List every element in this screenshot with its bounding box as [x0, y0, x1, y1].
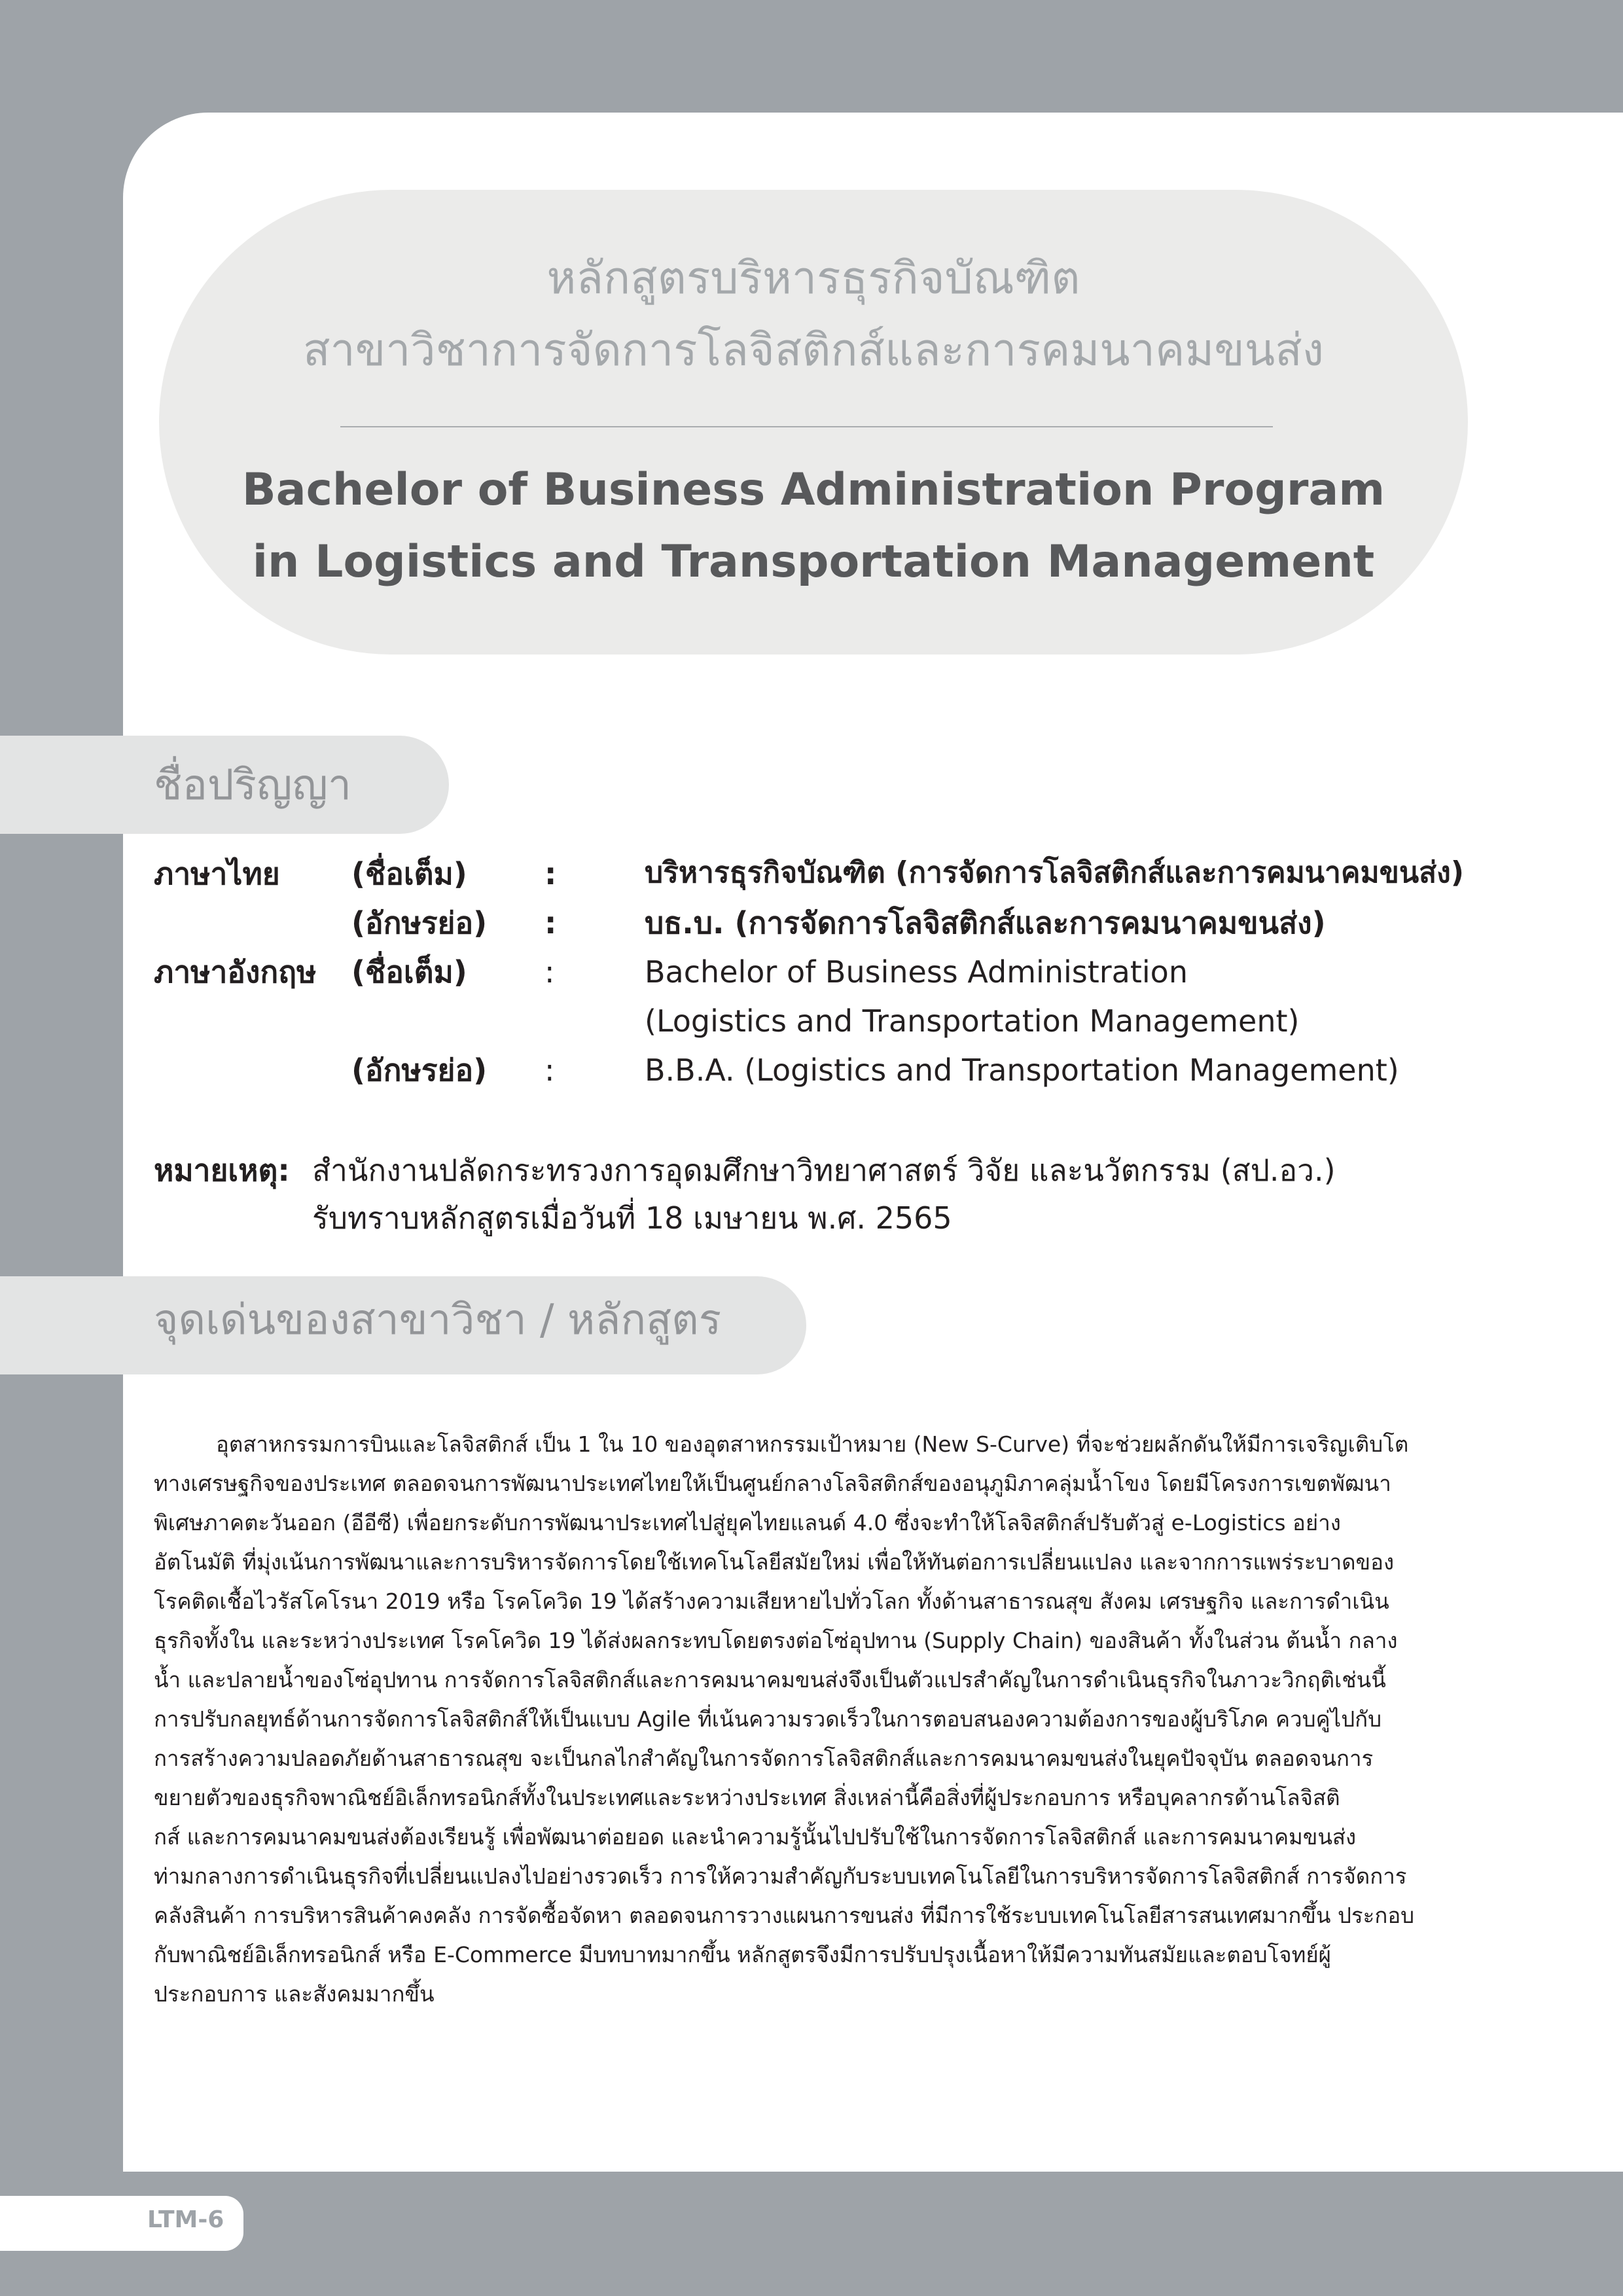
paragraph-line: โรคติดเชื้อไวรัสโคโรนา 2019 หรือ โรคโควิด 19 ได้สร้างความเสียหายไปทั่วโลก ทั้งด้านสาธารณสุข สังคม เศรษฐกิจ และการดำเนิน: [154, 1588, 1389, 1614]
degree-value: (Logistics and Transportation Management): [645, 1003, 1300, 1039]
degree-value: Bachelor of Business Administration: [645, 954, 1188, 990]
paragraph-line: อุตสาหกรรมการบินและโลจิสติกส์ เป็น 1 ใน 10 ของอุตสาหกรรมเป้าหมาย (New S-Curve) ที่จะช่วยผลักดันให้มีการเจริญเติบโต: [216, 1431, 1409, 1457]
paragraph-line: การปรับกลยุทธ์ด้านการจัดการโลจิสติกส์ให้เป็นแบบ Agile ที่เน้นความรวดเร็วในการตอบสนองความต้องการของผู้บริโภค ควบคู่ไปกับ: [154, 1706, 1382, 1732]
thai-program-title-line-2: สาขาวิชาการจัดการโลจิสติกส์และการคมนาคมขนส่ง: [303, 325, 1324, 376]
degree-kind: (อักษรย่อ): [351, 1052, 488, 1088]
paragraph-line: คลังสินค้า การบริหารสินค้าคงคลัง การจัดซื้อจัดหา ตลอดจนการวางแผนการขนส่ง ที่มีการใช้ระบบเทคโนโลยีสารสนเทศมากขึ้น ประกอบ: [154, 1903, 1415, 1928]
paragraph-line: ทางเศรษฐกิจของประเทศ ตลอดจนการพัฒนาประเทศไทยให้เป็นศูนย์กลางโลจิสติกส์ของอนุภูมิภาคลุ่มน้ำโขง โดยมีโครงการเขตพัฒนา: [154, 1471, 1391, 1496]
note-line: รับทราบหลักสูตรเมื่อวันที่ 18 เมษายน พ.ศ. 2565: [312, 1200, 952, 1236]
thai-program-title-line-1: หลักสูตรบริหารธุรกิจบัณฑิต: [546, 253, 1080, 304]
title-divider: [340, 426, 1273, 427]
degree-colon: :: [544, 856, 557, 891]
english-program-title-line-1: Bachelor of Business Administration Program: [241, 464, 1385, 516]
degree-kind: (ชื่อเต็ม): [351, 954, 467, 990]
paragraph-line: อัตโนมัติ ที่มุ่งเน้นการพัฒนาและการบริหารจัดการโดยใช้เทคโนโลยีสมัยใหม่ เพื่อให้ทันต่อการเปลี่ยนแปลง และจากการแพร่ระบาดของ: [154, 1549, 1395, 1575]
note-line: สำนักงานปลัดกระทรวงการอุดมศึกษาวิทยาศาสตร์ วิจัย และนวัตกรรม (สป.อว.): [312, 1153, 1336, 1188]
degree-heading: ชื่อปริญญา: [154, 761, 351, 810]
paragraph-line: การสร้างความปลอดภัยด้านสาธารณสุข จะเป็นกลไกสำคัญในการจัดการโลจิสติกส์และการคมนาคมขนส่งในยุคปัจจุบัน ตลอดจนการ: [154, 1746, 1374, 1771]
note-label: หมายเหตุ:: [154, 1153, 290, 1188]
paragraph-line: กับพาณิชย์อิเล็กทรอนิกส์ หรือ E-Commerce มีบทบาทมากขึ้น หลักสูตรจึงมีการปรับปรุงเนื้อหาให้มีความทันสมัยและตอบโจทย์ผู้: [154, 1942, 1332, 1967]
english-program-title-line-2: in Logistics and Transportation Management: [252, 536, 1375, 588]
degree-colon: :: [544, 1052, 555, 1088]
degree-value: B.B.A. (Logistics and Transportation Management): [645, 1052, 1399, 1088]
highlights-heading: จุดเด่นของสาขาวิชา / หลักสูตร: [154, 1296, 722, 1344]
degree-value: บริหารธุรกิจบัณฑิต (การจัดการโลจิสติกส์และการคมนาคมขนส่ง): [645, 856, 1464, 889]
paragraph-line: กส์ และการคมนาคมขนส่งต้องเรียนรู้ เพื่อพัฒนาต่อยอด และนำความรู้นั้นไปปรับใช้ในการจัดการโลจิสติกส์ และการคมนาคมขนส่ง: [154, 1824, 1357, 1850]
degree-value: บธ.บ. (การจัดการโลจิสติกส์และการคมนาคมขนส่ง): [645, 905, 1326, 941]
degree-kind: (ชื่อเต็ม): [351, 856, 467, 891]
degree-lang-thai: ภาษาไทย: [154, 856, 280, 891]
paragraph-line: พิเศษภาคตะวันออก (อีอีซี) เพื่อยกระดับการพัฒนาประเทศไปสู่ยุคไทยแลนด์ 4.0 ซึ่งจะทำให้โลจิสติกส์ปรับตัวสู่ e-Logistics อย่าง: [154, 1510, 1341, 1535]
paragraph-line: ประกอบการ และสังคมมากขึ้น: [154, 1981, 435, 2007]
paragraph-line: ท่ามกลางการดำเนินธุรกิจที่เปลี่ยนแปลงไปอย่างรวดเร็ว การให้ความสำคัญกับระบบเทคโนโลยีในการบริหารจัดการโลจิสติกส์ การจัดการ: [154, 1863, 1407, 1889]
degree-lang-english: ภาษาอังกฤษ: [154, 954, 317, 990]
paragraph-line: ธุรกิจทั้งใน และระหว่างประเทศ โรคโควิด 19 ได้ส่งผลกระทบโดยตรงต่อโซ่อุปทาน (Supply Chain) ของสินค้า ทั้งในส่วน ต้นน้ำ กลาง: [154, 1628, 1398, 1653]
paragraph-line: น้ำ และปลายน้ำของโซ่อุปทาน การจัดการโลจิสติกส์และการคมนาคมขนส่งจึงเป็นตัวแปรสำคัญในการดำเนินธุรกิจในภาวะวิกฤติเช่นนี้: [154, 1667, 1386, 1693]
degree-colon: :: [544, 954, 555, 990]
degree-colon: :: [544, 905, 557, 941]
degree-kind: (อักษรย่อ): [351, 905, 488, 941]
paragraph-line: ขยายตัวของธุรกิจพาณิชย์อิเล็กทรอนิกส์ทั้งในประเทศและระหว่างประเทศ สิ่งเหล่านี้คือสิ่งที่ผู้ประกอบการ หรือบุคลากรด้านโลจิสติ: [154, 1785, 1340, 1810]
page-number: LTM-6: [147, 2206, 224, 2233]
